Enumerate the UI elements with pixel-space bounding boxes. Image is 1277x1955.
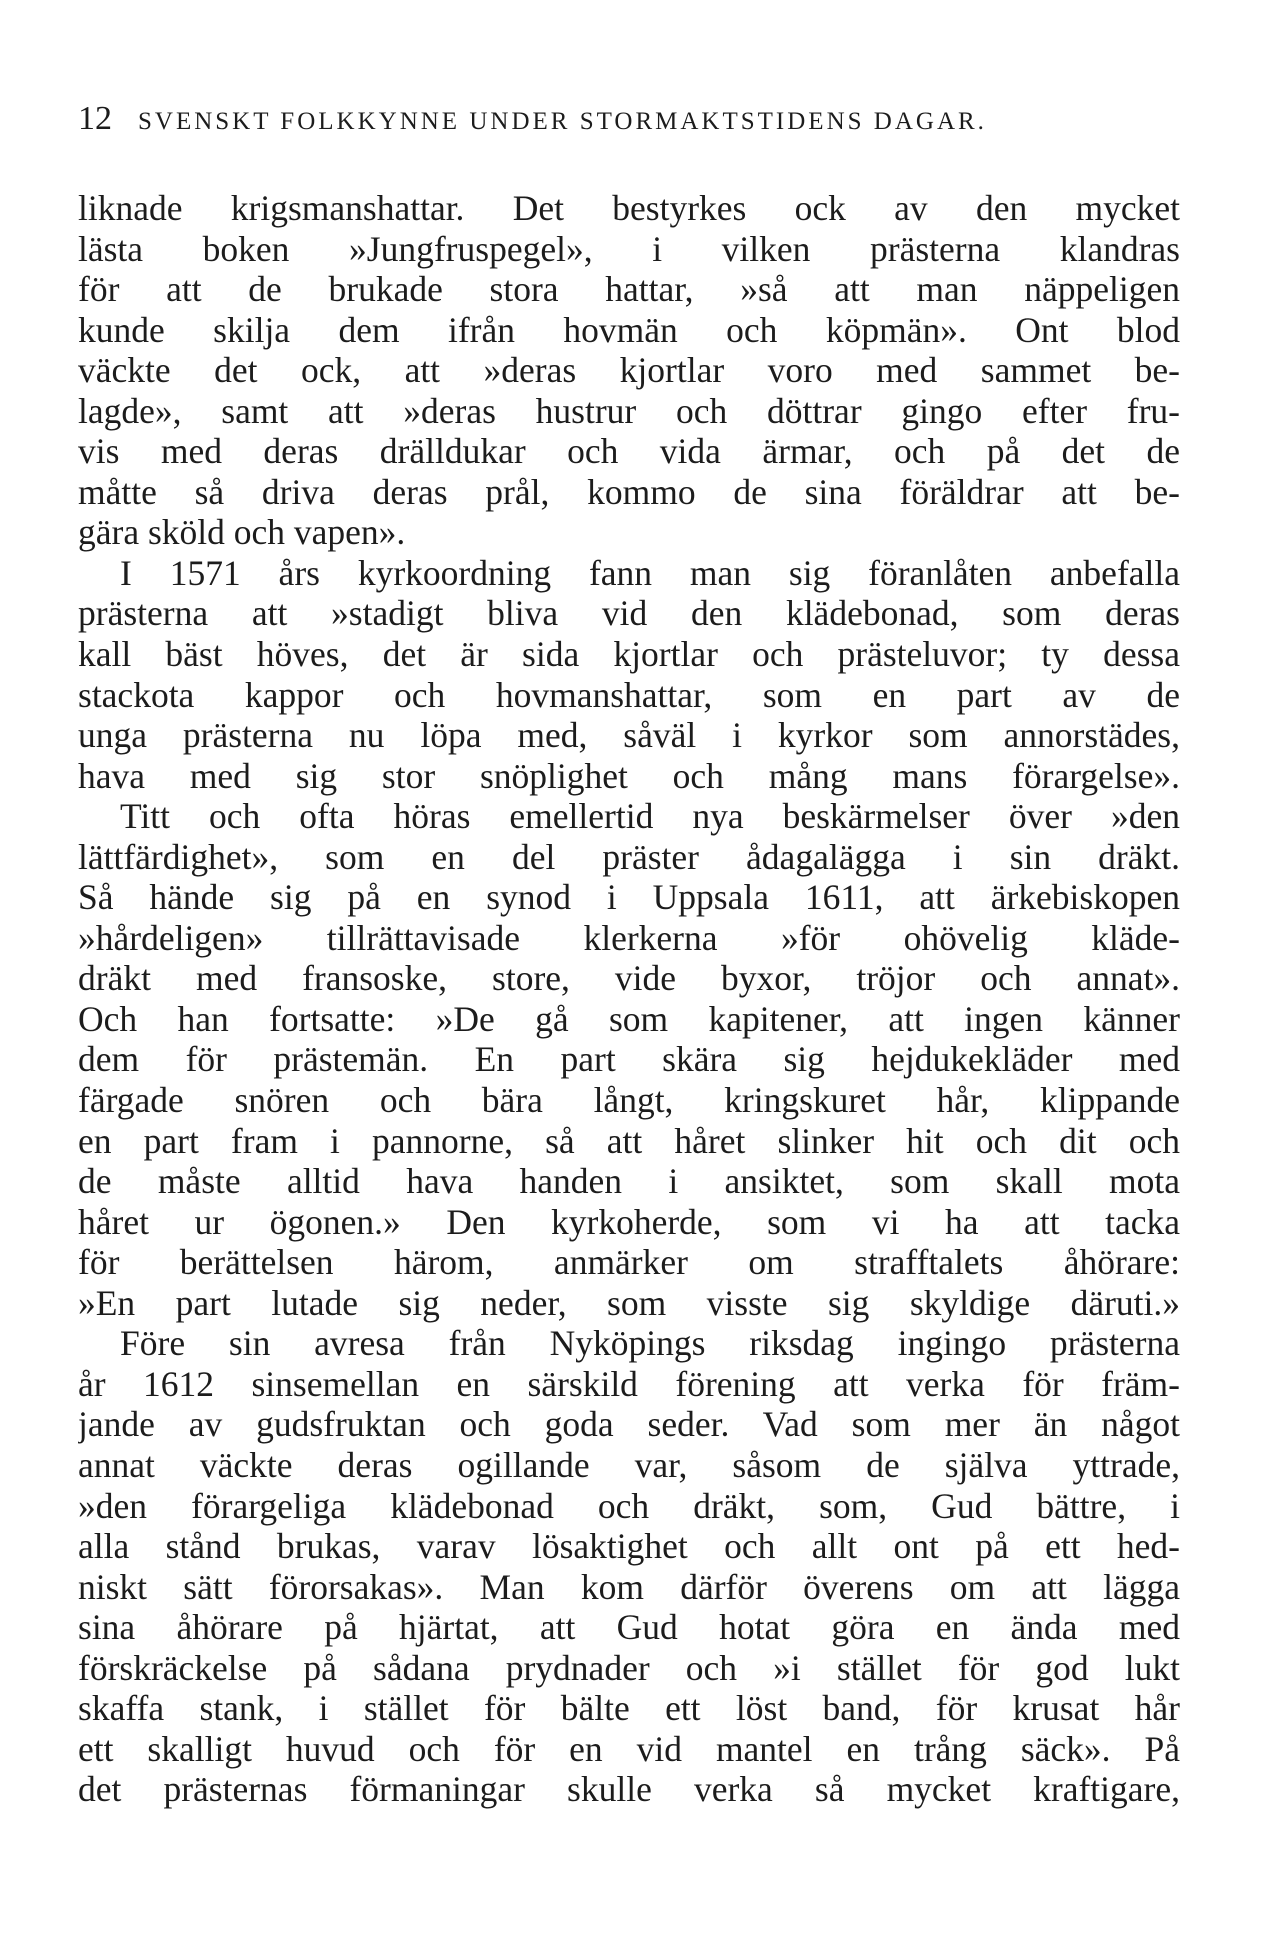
text-line: lagde», samt att »deras hustrur och döttrar gingo efter fru-: [78, 390, 1180, 431]
text-line: förskräckelse på sådana prydnader och »i stället för god lukt: [78, 1647, 1180, 1688]
text-line: de måste alltid hava handen i ansiktet, som skall mota: [78, 1161, 1180, 1202]
text-line: år 1612 sinsemellan en särskild förening att verka för främ-: [78, 1363, 1180, 1404]
text-line: vis med deras drälldukar och vida ärmar, och på det de: [78, 431, 1180, 472]
text-line: annat väckte deras ogillande var, såsom de själva yttrade,: [78, 1444, 1180, 1485]
text-line: I 1571 års kyrkoordning fann man sig föranlåten anbefalla: [120, 552, 1180, 593]
text-line: lättfärdighet», som en del präster ådagalägga i sin dräkt.: [78, 836, 1180, 877]
text-line: Och han fortsatte: »De gå som kapitener, att ingen känner: [78, 998, 1180, 1039]
text-line: en part fram i pannorne, så att håret slinker hit och dit och: [78, 1120, 1180, 1161]
text-line: håret ur ögonen.» Den kyrkoherde, som vi ha att tacka: [78, 1201, 1180, 1242]
text-line: kall bäst höves, det är sida kjortlar och prästeluvor; ty dessa: [78, 634, 1180, 675]
text-line: måtte så driva deras prål, kommo de sina föräldrar att be-: [78, 471, 1180, 512]
text-line: »den förargeliga klädebonad och dräkt, som, Gud bättre, i: [78, 1485, 1180, 1526]
text-line: för berättelsen härom, anmärker om strafftalets åhörare:: [78, 1242, 1180, 1283]
text-line: skaffa stank, i stället för bälte ett löst band, för krusat hår: [78, 1688, 1180, 1729]
text-line: sina åhörare på hjärtat, att Gud hotat göra en ända med: [78, 1607, 1180, 1648]
text-line: liknade krigsmanshattar. Det bestyrkes ock av den mycket: [78, 188, 1180, 228]
text-line: »En part lutade sig neder, som visste sig skyldige däruti.»: [78, 1282, 1180, 1323]
body-text: [78, 188, 1180, 1810]
text-line: Så hände sig på en synod i Uppsala 1611, att ärkebiskopen: [78, 877, 1180, 918]
text-line: niskt sätt förorsakas». Man kom därför överens om att lägga: [78, 1566, 1180, 1607]
page-number: 12: [78, 100, 112, 137]
text-line: dräkt med fransoske, store, vide byxor, tröjor och annat».: [78, 958, 1180, 999]
text-line: gära sköld och vapen».: [78, 512, 406, 553]
text-line: det prästernas förmaningar skulle verka så mycket kraftigare,: [78, 1769, 1180, 1810]
text-line: ett skalligt huvud och för en vid mantel en trång säck». På: [78, 1728, 1180, 1769]
text-line: dem för prästemän. En part skära sig hejdukekläder med: [78, 1039, 1180, 1080]
text-line: »hårdeligen» tillrättavisade klerkerna »för ohövelig kläde-: [78, 917, 1180, 958]
text-line: hava med sig stor snöplighet och mång mans förargelse».: [78, 755, 1180, 796]
text-line: väckte det ock, att »deras kjortlar voro med sammet be-: [78, 350, 1180, 391]
text-line: unga prästerna nu löpa med, såväl i kyrkor som annorstädes,: [78, 715, 1180, 756]
text-line: för att de brukade stora hattar, »så att man näppeligen: [78, 269, 1180, 310]
text-line: Titt och ofta höras emellertid nya beskärmelser över »den: [120, 796, 1180, 837]
text-line: alla stånd brukas, varav lösaktighet och allt ont på ett hed-: [78, 1526, 1180, 1567]
text-line: Före sin avresa från Nyköpings riksdag ingingo prästerna: [120, 1323, 1180, 1364]
text-line: prästerna att »stadigt bliva vid den klädebonad, som deras: [78, 593, 1180, 634]
text-line: jande av gudsfruktan och goda seder. Vad som mer än något: [78, 1404, 1180, 1445]
page-header: [78, 100, 1168, 138]
text-line: stackota kappor och hovmanshattar, som en part av de: [78, 674, 1180, 715]
running-title: SVENSKT FOLKKYNNE UNDER STORMAKTSTIDENS DAGAR.: [138, 108, 987, 135]
text-line: färgade snören och bära långt, kringskuret hår, klippande: [78, 1080, 1180, 1121]
text-line: kunde skilja dem ifrån hovmän och köpmän». Ont blod: [78, 309, 1180, 350]
text-line: lästa boken »Jungfruspegel», i vilken prästerna klandras: [78, 228, 1180, 269]
